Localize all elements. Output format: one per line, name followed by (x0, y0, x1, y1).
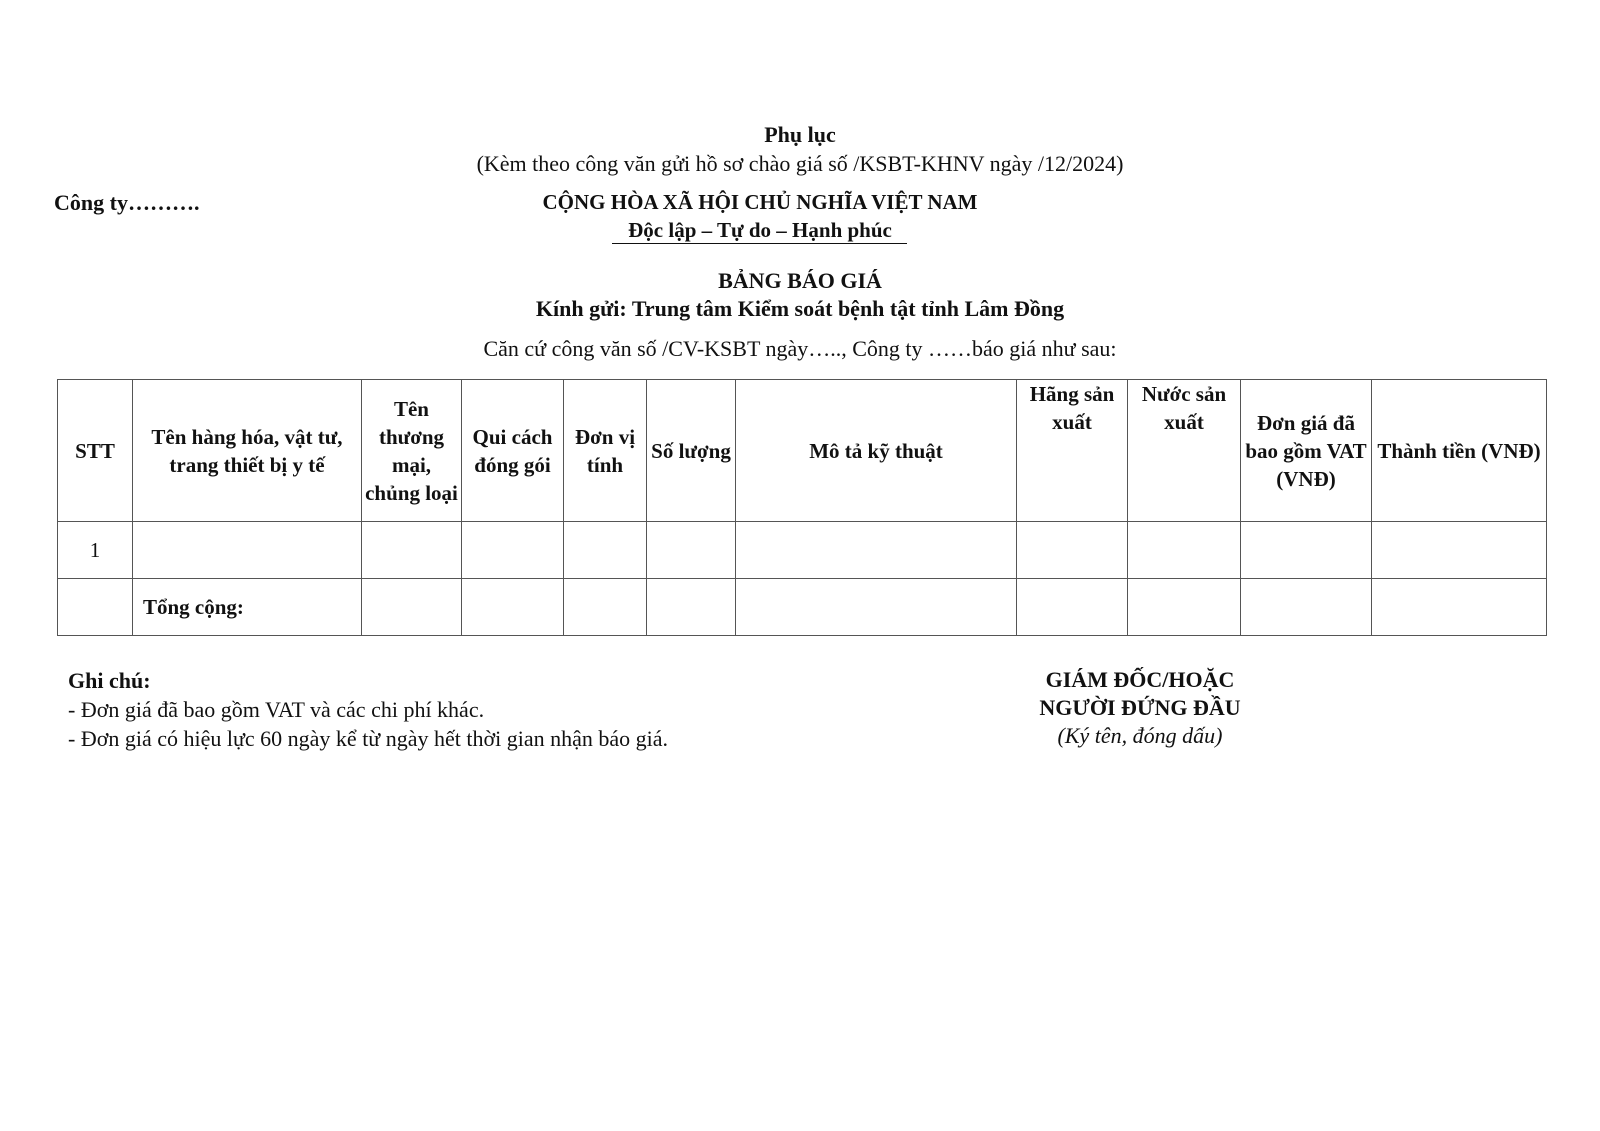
cell-quantity[interactable] (647, 522, 736, 579)
cell-total-amount[interactable] (1372, 579, 1547, 636)
column-header-item-name: Tên hàng hóa, vật tư, trang thiết bị y tế (133, 380, 362, 522)
notes-title: Ghi chú: (68, 668, 151, 693)
cell-empty (58, 579, 133, 636)
nation-title: CỘNG HÒA XÃ HỘI CHỦ NGHĨA VIỆT NAM (542, 190, 978, 214)
cell-item-name[interactable] (133, 522, 362, 579)
cell-total-unit (564, 579, 647, 636)
cell-total-manufacturer (1017, 579, 1128, 636)
column-header-quantity: Số lượng (647, 380, 736, 522)
cell-technical-description[interactable] (736, 522, 1017, 579)
signature-block (960, 666, 1320, 750)
cell-total-unit-price (1241, 579, 1372, 636)
column-header-technical-description: Mô tả kỹ thuật (736, 380, 1017, 522)
basis-line: Căn cứ công văn số /CV-KSBT ngày….., Công ty ……báo giá như sau: (483, 336, 1117, 361)
total-row (58, 579, 1547, 636)
signature-title-line1: GIÁM ĐỐC/HOẶC (1045, 667, 1235, 692)
note-item: - Đơn giá đã bao gồm VAT và các chi phí khác. (68, 697, 485, 722)
table-row (58, 522, 1547, 579)
cell-packaging[interactable] (462, 522, 564, 579)
cell-country[interactable] (1128, 522, 1241, 579)
column-header-amount: Thành tiền (VNĐ) (1372, 380, 1547, 522)
cell-manufacturer[interactable] (1017, 522, 1128, 579)
row-stt: 1 (58, 522, 133, 579)
column-header-unit-price: Đơn giá đã bao gồm VAT (VNĐ) (1241, 380, 1372, 522)
quote-table (57, 379, 1547, 636)
cell-total-trade-name (362, 579, 462, 636)
notes-section (68, 666, 668, 753)
motto: Độc lập – Tự do – Hạnh phúc (628, 218, 892, 242)
motto-underline (612, 243, 907, 244)
column-header-stt: STT (58, 380, 133, 522)
cell-unit-price[interactable] (1241, 522, 1372, 579)
cell-total-description (736, 579, 1017, 636)
cell-amount[interactable] (1372, 522, 1547, 579)
column-header-country: Nước sản xuất (1128, 380, 1241, 522)
cell-unit[interactable] (564, 522, 647, 579)
note-item: - Đơn giá có hiệu lực 60 ngày kể từ ngày hết thời gian nhận báo giá. (68, 726, 669, 751)
cell-total-packaging (462, 579, 564, 636)
column-header-manufacturer: Hãng sản xuất (1017, 380, 1128, 522)
total-label: Tổng cộng: (133, 579, 362, 636)
column-header-unit: Đơn vị tính (564, 380, 647, 522)
column-header-packaging: Qui cách đóng gói (462, 380, 564, 522)
column-header-trade-name: Tên thương mại, chủng loại (362, 380, 462, 522)
cell-trade-name[interactable] (362, 522, 462, 579)
recipient-line: Kính gửi: Trung tâm Kiểm soát bệnh tật tỉnh Lâm Đồng (535, 296, 1065, 321)
table-header-row (58, 380, 1547, 522)
appendix-title: Phụ lục (764, 122, 836, 147)
company-name: Công ty………. (54, 190, 200, 215)
document-heading: BẢNG BÁO GIÁ (718, 268, 882, 293)
signature-title-line2: NGƯỜI ĐỨNG ĐẦU (1039, 695, 1241, 720)
cell-total-quantity (647, 579, 736, 636)
cell-total-country (1128, 579, 1241, 636)
appendix-subtitle: (Kèm theo công văn gửi hồ sơ chào giá số /KSBT-KHNV ngày /12/2024) (476, 151, 1124, 176)
signature-note: (Ký tên, đóng dấu) (1057, 723, 1223, 748)
